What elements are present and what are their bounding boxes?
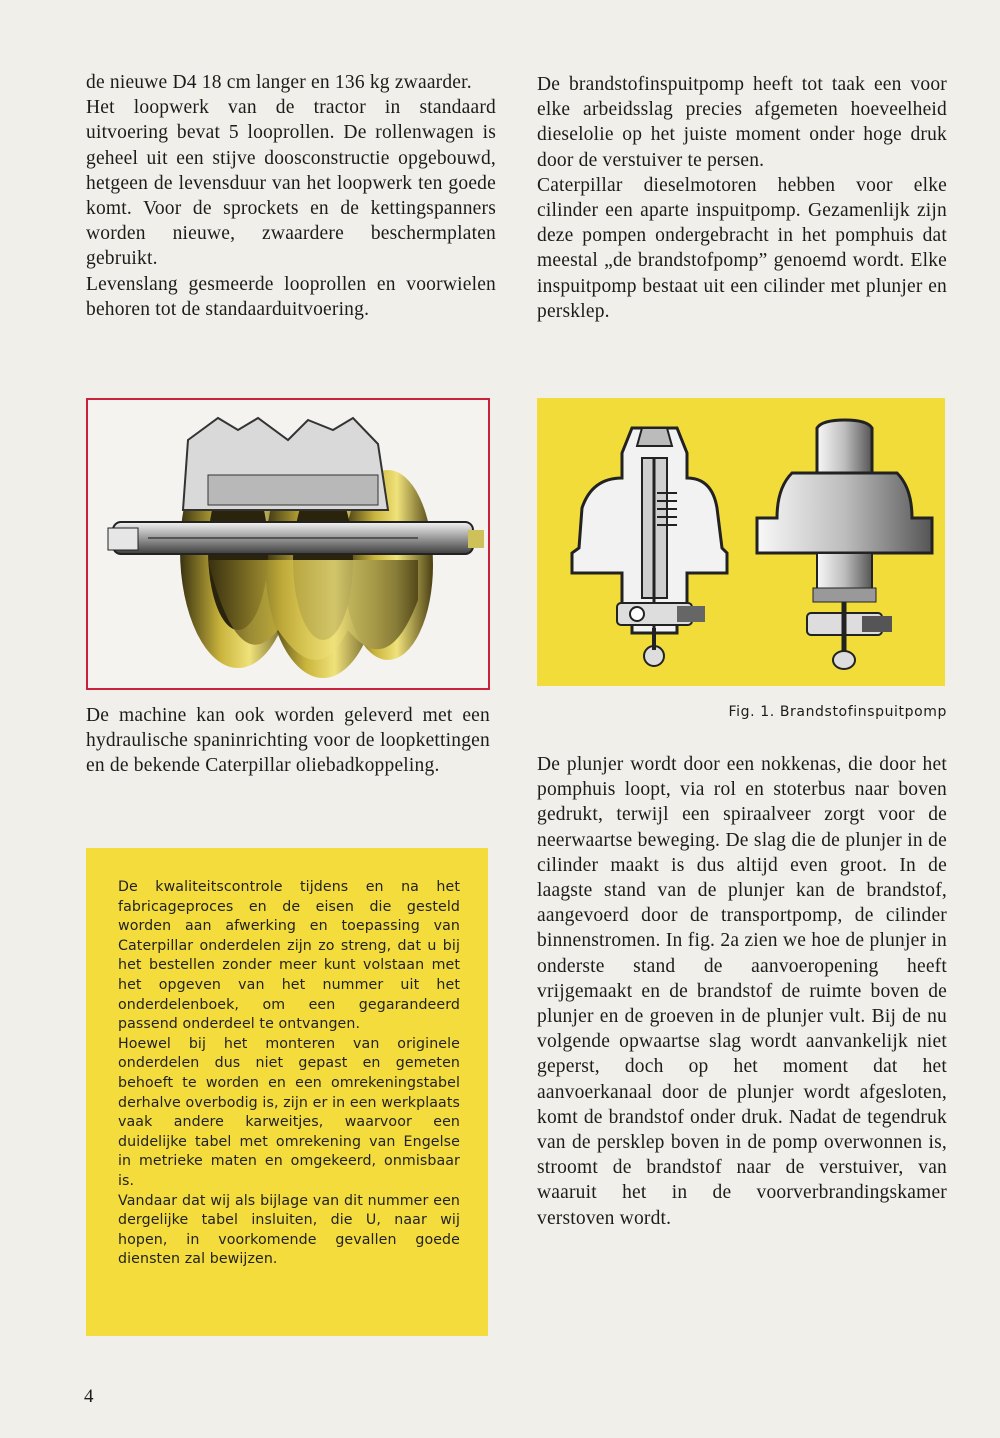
- right-column-bottom-text: [537, 752, 947, 1231]
- paragraph: De plunjer wordt door een nokkenas, die door het pomphuis loopt, via rol en stoterbus naar boven gedrukt, terwijl een spiraalveer zorgt voor de neerwaartse beweging. De slag die de plunjer in de cilinder maakt is dus altijd even groot. In de laagste stand van de plunjer kan de brandstof, aangevoerd door de transportpomp, de cilinder binnenstromen. In fig. 2a zien we hoe de plunjer in onderste stand de aanvoeropening heeft vrijgemaakt en de brandstof de ruimte boven de plunjer en de groeven in de plunjer vult. Bij de nu volgende opwaartse slag wordt aanvankelijk niet geperst, doch op het moment dat het aanvoerkanaal door de plunjer wordt afgesloten, komt de brandstof onder druk. Nadat de tegendruk van de persklep boven in de pomp overwonnen is, stroomt de brandstof naar de verstuiver, van waaruit het in de voorverbrandingskamer verstoven wordt.: [537, 754, 947, 1229]
- notice-paragraph: Vandaar dat wij als bijlage van dit nummer een dergelijke tabel insluiten, die U, naar wij hopen, in voorkomende gevallen goede diensten zal bewijzen.: [118, 1192, 460, 1268]
- paragraph: de nieuwe D4 18 cm langer en 136 kg zwaarder.: [86, 72, 472, 93]
- quality-notice-box: [86, 848, 488, 1336]
- paragraph: Caterpillar dieselmotoren hebben voor elke cilinder een aparte inspuitpomp. Gezamenlijk zijn deze pompen ondergebracht in het pomphuis dat meestal „de brandstofpomp” genoemd wordt. Elke inspuitpomp bestaat uit een cilinder met plunjer en persklep.: [537, 174, 947, 322]
- right-column-top-text: [537, 72, 947, 324]
- figure-caption: Fig. 1. Brandstofinspuitpomp: [728, 704, 947, 720]
- left-column-top-text: [86, 70, 496, 322]
- left-column-middle-text: [86, 703, 490, 779]
- cutaway-pump: [572, 428, 727, 666]
- fuel-injection-pump-illustration: [537, 398, 945, 686]
- notice-paragraph: Hoewel bij het monteren van originele onderdelen dus niet gepast en gemeten behoeft te worden en een omrekeningstabel derhalve overbodig is, zijn er in een werkplaats vaak andere karweitjes, waarvoor een duidelijke tabel met omrekening van Engelse in metrieke maten en omgekeerd, onmisbaar is.: [118, 1035, 460, 1189]
- paragraph: Het loopwerk van de tractor in standaard uitvoering bevat 5 looprollen. De rollenwagen is geheel uit een stijve doosconstructie opgebouwd, hetgeen de levensduur van het loopwerk ten goede komt. Voor de sprockets en de kettingspanners worden nieuwe, zwaardere beschermplaten gebruikt.: [86, 97, 496, 270]
- exterior-pump: [757, 420, 932, 669]
- fuel-pump-drawing: [537, 398, 945, 686]
- page-number: 4: [84, 1386, 94, 1407]
- track-roller-drawing: [88, 400, 488, 688]
- paragraph: Levenslang gesmeerde looprollen en voorwielen behoren tot de standaarduitvoering.: [86, 273, 496, 320]
- track-roller-illustration: [86, 398, 490, 690]
- paragraph: De machine kan ook worden geleverd met een hydraulische spaninrichting voor de loopkettingen en de bekende Caterpillar oliebadkoppeling.: [86, 705, 490, 777]
- paragraph: De brandstofinspuitpomp heeft tot taak een voor elke arbeidsslag precies afgemeten hoeveelheid dieselolie op het juiste moment onder hoge druk door de verstuiver te persen.: [537, 74, 947, 171]
- notice-paragraph: De kwaliteitscontrole tijdens en na het fabricageproces en de eisen die gesteld worden aan afwerking en toepassing van Caterpillar onderdelen zijn zo streng, dat u bij het bestellen zonder meer kunt volstaan met het opgeven van het nummer uit het onderdelenboek, om een gegarandeerd passend onderdeel te ontvangen.: [118, 879, 460, 1033]
